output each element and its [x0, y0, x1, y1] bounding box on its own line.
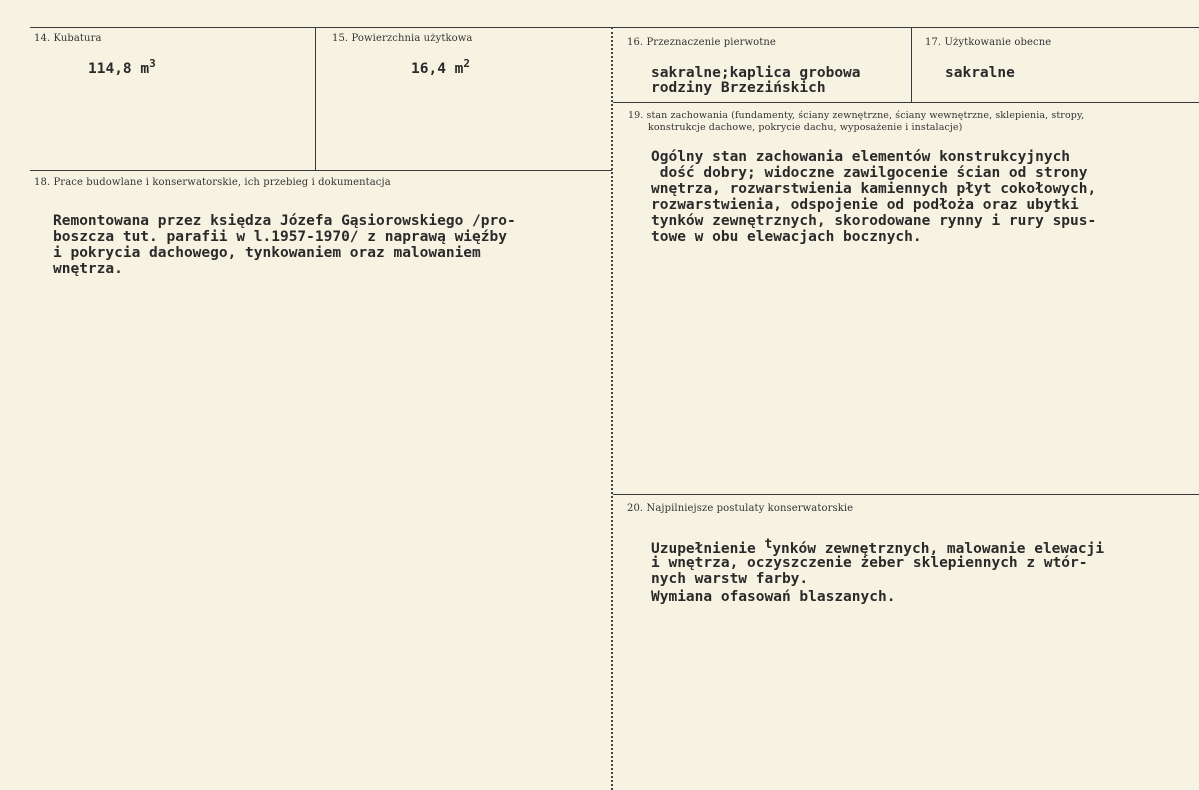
- f19-line-6: towe w obu elewacjach bocznych.: [651, 229, 922, 245]
- divider-f14-f15: [315, 27, 316, 171]
- rule-under-f14-f15: [30, 170, 612, 171]
- center-divider: [611, 27, 613, 790]
- f14-label: 14. Kubatura: [34, 33, 102, 44]
- f14-number: 114,8 m: [88, 61, 150, 77]
- f16-line-2: rodziny Brzezińskich: [651, 80, 826, 96]
- f18-line-1: Remontowana przez księdza Józefa Gąsiorowskiego /pro-: [53, 213, 516, 229]
- f20-line-1-start: Uzupełnienie: [651, 541, 765, 557]
- f20-line-2: i wnętrza, oczyszczenie żeber sklepiennych z wtór-: [651, 555, 1088, 571]
- f20-line-4: Wymiana ofasowań blaszanych.: [651, 589, 896, 605]
- f20-label: 20. Najpilniejsze postulaty konserwatorskie: [627, 503, 854, 514]
- top-rule: [30, 27, 1199, 28]
- rule-above-f20: [613, 494, 1199, 495]
- f20-line-1-end: ynków zewnętrznych, malowanie elewacji: [772, 541, 1105, 557]
- f17-label: 17. Użytkowanie obecne: [925, 37, 1052, 48]
- rule-under-f16-f17: [613, 102, 1199, 103]
- f20-line-1: [651, 537, 1104, 557]
- f18-line-3: i pokrycia dachowego, tynkowaniem oraz malowaniem: [53, 245, 481, 261]
- f19-label-line-1: 19. stan zachowania (fundamenty, ściany zewnętrzne, ściany wewnętrzne, sklepienia, stropy,: [628, 110, 1085, 121]
- f18-label: 18. Prace budowlane i konserwatorskie, ich przebieg i dokumentacja: [34, 177, 391, 188]
- f15-label: 15. Powierzchnia użytkowa: [332, 33, 473, 44]
- f15-value: [411, 57, 471, 77]
- f15-number: 16,4 m: [411, 61, 464, 77]
- f19-label-line-2: konstrukcje dachowe, pokrycie dachu, wyposażenie i instalacje): [648, 122, 963, 133]
- f14-value: [88, 57, 156, 77]
- f20-line-3: nych warstw farby.: [651, 571, 809, 587]
- f15-exponent: 2: [463, 57, 471, 70]
- f14-exponent: 3: [149, 57, 156, 70]
- f20-raised-letter: t: [764, 537, 773, 552]
- f19-line-5: tynków zewnętrznych, skorodowane rynny i rury spus-: [651, 213, 1097, 229]
- f19-line-2: dość dobry; widoczne zawilgocenie ścian od strony: [651, 165, 1088, 181]
- f17-value: sakralne: [945, 65, 1015, 81]
- f19-line-3: wnętrza, rozwarstwienia kamiennych płyt cokołowych,: [651, 181, 1097, 197]
- f18-line-4: wnętrza.: [53, 261, 123, 277]
- f18-line-2: boszcza tut. parafii w l.1957-1970/ z naprawą więźby: [53, 229, 507, 245]
- f16-label: 16. Przeznaczenie pierwotne: [627, 37, 776, 48]
- f16-line-1: sakralne;kaplica grobowa: [651, 65, 861, 81]
- f19-line-1: Ogólny stan zachowania elementów konstrukcyjnych: [651, 149, 1071, 165]
- f19-line-4: rozwarstwienia, odspojenie od podłoża oraz ubytki: [651, 197, 1079, 213]
- divider-f16-f17: [911, 27, 912, 103]
